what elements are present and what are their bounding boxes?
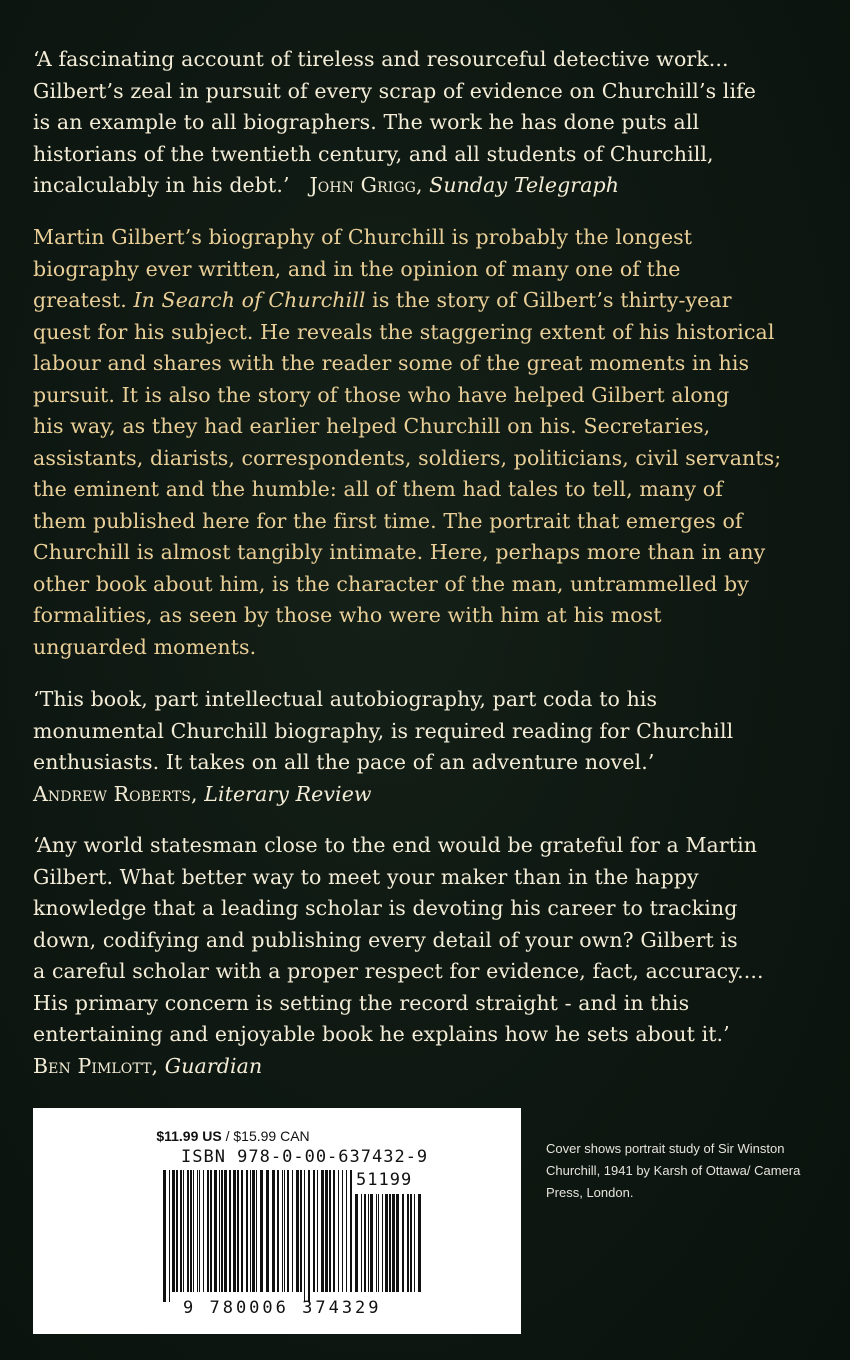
barcode-bar bbox=[355, 1194, 358, 1292]
quote-line: ‘This book, part intellectual autobiography, part coda to his bbox=[33, 687, 658, 711]
quote-line: monumental Churchill biography, is required reading for Churchill bbox=[33, 718, 734, 743]
barcode-bar bbox=[284, 1170, 285, 1292]
barcode-bar bbox=[350, 1170, 352, 1292]
barcode-bar bbox=[410, 1194, 412, 1292]
barcode-bar bbox=[378, 1194, 379, 1292]
barcode-bar bbox=[361, 1194, 362, 1292]
quote-line: ‘Any world statesman close to the end would be grateful for a Martin bbox=[33, 833, 758, 857]
blurb-line: biography ever written, and in the opinion of many one of the bbox=[33, 256, 681, 281]
isbn-text: ISBN 978-0-00-637432-9 bbox=[181, 1147, 429, 1167]
blurb-line: other book about him, is the character of the man, untrammelled by bbox=[33, 571, 749, 596]
barcode-bar bbox=[392, 1194, 395, 1292]
quote-line: is an example to all biographers. The work he has done puts all bbox=[33, 110, 700, 134]
blurb-line: Churchill is almost tangibly intimate. Here, perhaps more than in any bbox=[33, 540, 766, 564]
barcode-bar bbox=[176, 1170, 178, 1292]
review-quote-pimlott bbox=[33, 830, 823, 1082]
price-can: $15.99 CAN bbox=[233, 1128, 310, 1144]
barcode-bar bbox=[214, 1170, 217, 1292]
quote-line: Gilbert’s zeal in pursuit of every scrap of evidence on Churchill’s life bbox=[33, 78, 757, 103]
quote-publication: Guardian bbox=[164, 1053, 263, 1078]
quote-attribution: Ben Pimlott, Guardian bbox=[33, 1053, 263, 1078]
quote-line: a careful scholar with a proper respect for evidence, fact, accuracy.... bbox=[33, 959, 764, 983]
barcode-bar bbox=[376, 1194, 377, 1292]
barcode-bar bbox=[180, 1170, 182, 1292]
barcode-bar bbox=[277, 1170, 279, 1292]
book-title: In Search of Churchill bbox=[133, 288, 366, 312]
addon-code: 51199 bbox=[356, 1170, 413, 1190]
barcode-bar bbox=[338, 1170, 339, 1292]
blurb-line: Martin Gilbert’s biography of Churchill is probably the longest bbox=[33, 225, 693, 249]
barcode-bar bbox=[256, 1170, 257, 1292]
barcode-bar bbox=[221, 1170, 223, 1292]
blurb-line: labour and shares with the reader some of the great moments in his bbox=[33, 351, 750, 375]
blurb-line: quest for his subject. He reveals the staggering extent of his historical bbox=[33, 319, 775, 344]
barcode-bar bbox=[203, 1170, 204, 1292]
barcode-bar bbox=[190, 1170, 192, 1292]
barcode-bar bbox=[229, 1170, 231, 1292]
barcode-bar bbox=[252, 1170, 255, 1292]
price-us: $11.99 US bbox=[156, 1128, 222, 1144]
barcode-bar bbox=[418, 1194, 421, 1292]
barcode-bar bbox=[219, 1170, 220, 1292]
barcode-bar bbox=[325, 1170, 328, 1292]
barcode-bar bbox=[197, 1170, 198, 1292]
quote-line: entertaining and enjoyable book he explains how he sets about it.’ bbox=[33, 1022, 730, 1046]
barcode-bar bbox=[385, 1194, 388, 1292]
quote-line: enthusiasts. It takes on all the pace of an adventure novel.’ bbox=[33, 750, 655, 774]
barcode-bar bbox=[300, 1170, 302, 1292]
quote-publication: Sunday Telegraph bbox=[429, 173, 620, 197]
barcode-bar bbox=[163, 1170, 166, 1302]
book-description bbox=[33, 222, 823, 663]
barcode-bar bbox=[287, 1170, 289, 1292]
barcode-bar bbox=[207, 1170, 209, 1292]
barcode-bar bbox=[402, 1194, 404, 1292]
quote-line: historians of the twentieth century, and all students of Churchill, bbox=[33, 141, 714, 166]
barcode-label bbox=[33, 1108, 521, 1334]
barcode-bar bbox=[317, 1170, 318, 1292]
barcode-bar bbox=[282, 1170, 283, 1292]
quote-line: His primary concern is setting the record straight - and in this bbox=[33, 990, 690, 1015]
barcode-bar bbox=[342, 1170, 343, 1292]
barcode-bar bbox=[296, 1170, 299, 1292]
barcode-bar bbox=[313, 1170, 315, 1292]
barcode-bar bbox=[292, 1170, 293, 1292]
blurb-text: greatest. bbox=[33, 288, 134, 312]
blurb-line: his way, as they had earlier helped Churchill on his. Secretaries, bbox=[33, 414, 711, 438]
quote-publication: Literary Review bbox=[204, 781, 372, 806]
ean-number: 9 780006 374329 bbox=[183, 1298, 382, 1318]
barcode-bar bbox=[237, 1170, 239, 1292]
barcode-bar bbox=[246, 1170, 248, 1292]
barcode-bar bbox=[414, 1194, 415, 1292]
blurb-line: pursuit. It is also the story of those who have helped Gilbert along bbox=[33, 382, 730, 407]
barcode-bar bbox=[172, 1170, 175, 1292]
blurb-line bbox=[33, 285, 823, 317]
barcode-bar bbox=[370, 1194, 373, 1292]
quote-attribution: Andrew Roberts, Literary Review bbox=[33, 781, 372, 806]
barcode-bar bbox=[260, 1170, 263, 1292]
blurb-line: assistants, diarists, correspondents, soldiers, politicians, civil servants; bbox=[33, 445, 782, 470]
blurb-line: the eminent and the humble: all of them had tales to tell, many of bbox=[33, 477, 723, 501]
quote-line: incalculably in his debt.’ John Grigg, Sunday Telegraph bbox=[33, 173, 620, 197]
barcode-bar bbox=[272, 1170, 275, 1292]
blurb-line: formalities, as seen by those who were with him at his most bbox=[33, 603, 662, 627]
barcode-bar bbox=[364, 1194, 366, 1292]
barcode-bar bbox=[308, 1170, 310, 1302]
barcode-bar bbox=[183, 1170, 184, 1292]
quote-line: Gilbert. What better way to meet your maker than in the happy bbox=[33, 864, 699, 889]
barcode-bar bbox=[233, 1170, 236, 1292]
quote-line: down, codifying and publishing every detail of your own? Gilbert is bbox=[33, 927, 738, 952]
barcode-bar bbox=[224, 1170, 227, 1292]
review-quote-grigg bbox=[33, 44, 823, 202]
blurb-text: is the story of Gilbert’s thirty-year bbox=[365, 288, 732, 312]
barcode-bar bbox=[368, 1194, 369, 1292]
barcode-bar bbox=[241, 1170, 243, 1292]
review-quote-roberts bbox=[33, 684, 823, 810]
quote-author: Andrew Roberts bbox=[33, 781, 191, 806]
blurb-line: them published here for the first time. The portrait that emerges of bbox=[33, 508, 743, 533]
blurb-line: unguarded moments. bbox=[33, 634, 257, 659]
quote-author: Ben Pimlott bbox=[33, 1053, 152, 1078]
barcode-bar bbox=[210, 1170, 212, 1292]
barcode-bar bbox=[321, 1170, 324, 1292]
barcode-bar bbox=[346, 1170, 347, 1292]
barcode-bar bbox=[333, 1170, 335, 1292]
barcode-bar bbox=[407, 1194, 409, 1292]
quote-line: knowledge that a leading scholar is devoting his career to tracking bbox=[33, 896, 738, 920]
barcode-bar bbox=[304, 1170, 305, 1302]
barcode-bar bbox=[389, 1194, 391, 1292]
quote-line: ‘A fascinating account of tireless and resourceful detective work... bbox=[33, 47, 729, 71]
quote-line-text: incalculably in his debt.’ bbox=[33, 173, 290, 197]
barcode-bar bbox=[382, 1194, 383, 1292]
barcode-bar bbox=[199, 1170, 200, 1292]
barcode-bar bbox=[169, 1170, 170, 1302]
barcode-bar bbox=[193, 1170, 194, 1292]
price-separator: / bbox=[221, 1128, 234, 1144]
quote-author: John Grigg bbox=[309, 173, 416, 197]
barcode-bar bbox=[250, 1170, 251, 1292]
barcode-bar bbox=[187, 1170, 189, 1292]
barcode-bar bbox=[396, 1194, 399, 1292]
barcode-bar bbox=[266, 1170, 269, 1292]
cover-credit: Cover shows portrait study of Sir Winston Churchill, 1941 by Karsh of Ottawa/ Camera Press, London. bbox=[546, 1141, 801, 1200]
barcode-bar bbox=[329, 1170, 331, 1292]
